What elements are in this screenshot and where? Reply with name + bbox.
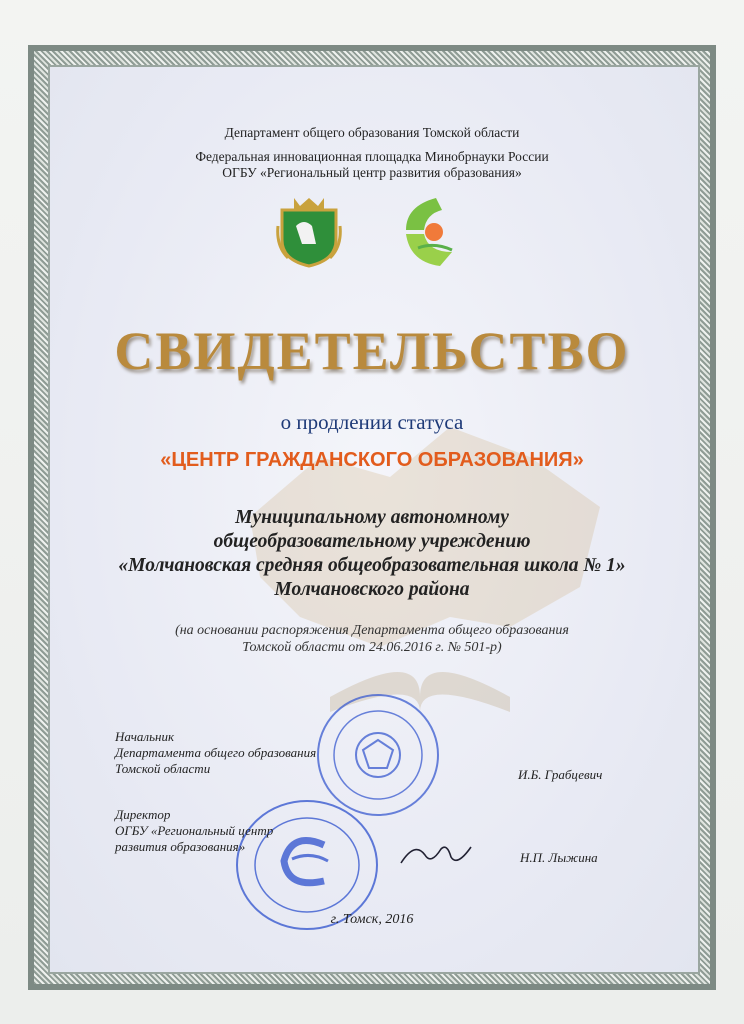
signatory-1-title-line-3: Томской области: [115, 761, 211, 776]
recipient-line-3: «Молчановская средняя общеобразовательная школа № 1»: [118, 555, 626, 576]
tomsk-coat-of-arms-icon: [276, 196, 342, 268]
status-name: «ЦЕНТР ГРАЖДАНСКОГО ОБРАЗОВАНИЯ»: [160, 449, 584, 471]
signatory-2-title-line-3: развития образования»: [115, 839, 246, 854]
header-line-1: Департамент общего образования Томской области: [224, 125, 520, 140]
signatory-2-title-line-1: Директор: [115, 807, 171, 822]
header-line-3: ОГБУ «Региональный центр развития образования»: [222, 165, 522, 180]
header-line-2: Федеральная инновационная площадка Минобрнауки России: [195, 149, 549, 164]
recipient-line-4: Молчановского района: [274, 579, 470, 600]
signatory-1-title-line-2: Департамента общего образования: [115, 745, 317, 760]
basis-line-2: Томской области от 24.06.2016 г. № 501-р): [242, 640, 502, 655]
signatory-2-name: Н.П. Лыжина: [520, 850, 598, 865]
rcro-logo-icon: [396, 192, 466, 272]
recipient-line-1: Муниципальному автономному: [235, 507, 509, 528]
certificate-title: СВИДЕТЕЛЬСТВО: [114, 321, 630, 381]
signatory-2-title-line-2: ОГБУ «Региональный центр: [115, 823, 274, 838]
recipient-line-2: общеобразовательному учреждению: [213, 531, 531, 552]
place-date: г. Томск, 2016: [330, 912, 414, 927]
signatory-1-title-line-1: Начальник: [115, 729, 175, 744]
certificate-subtitle: о продлении статуса: [280, 410, 464, 434]
signature-icon: [395, 835, 475, 875]
signatory-1-name: И.Б. Грабцевич: [518, 767, 603, 782]
basis-line-1: (на основании распоряжения Департамента общего образования: [175, 623, 569, 638]
